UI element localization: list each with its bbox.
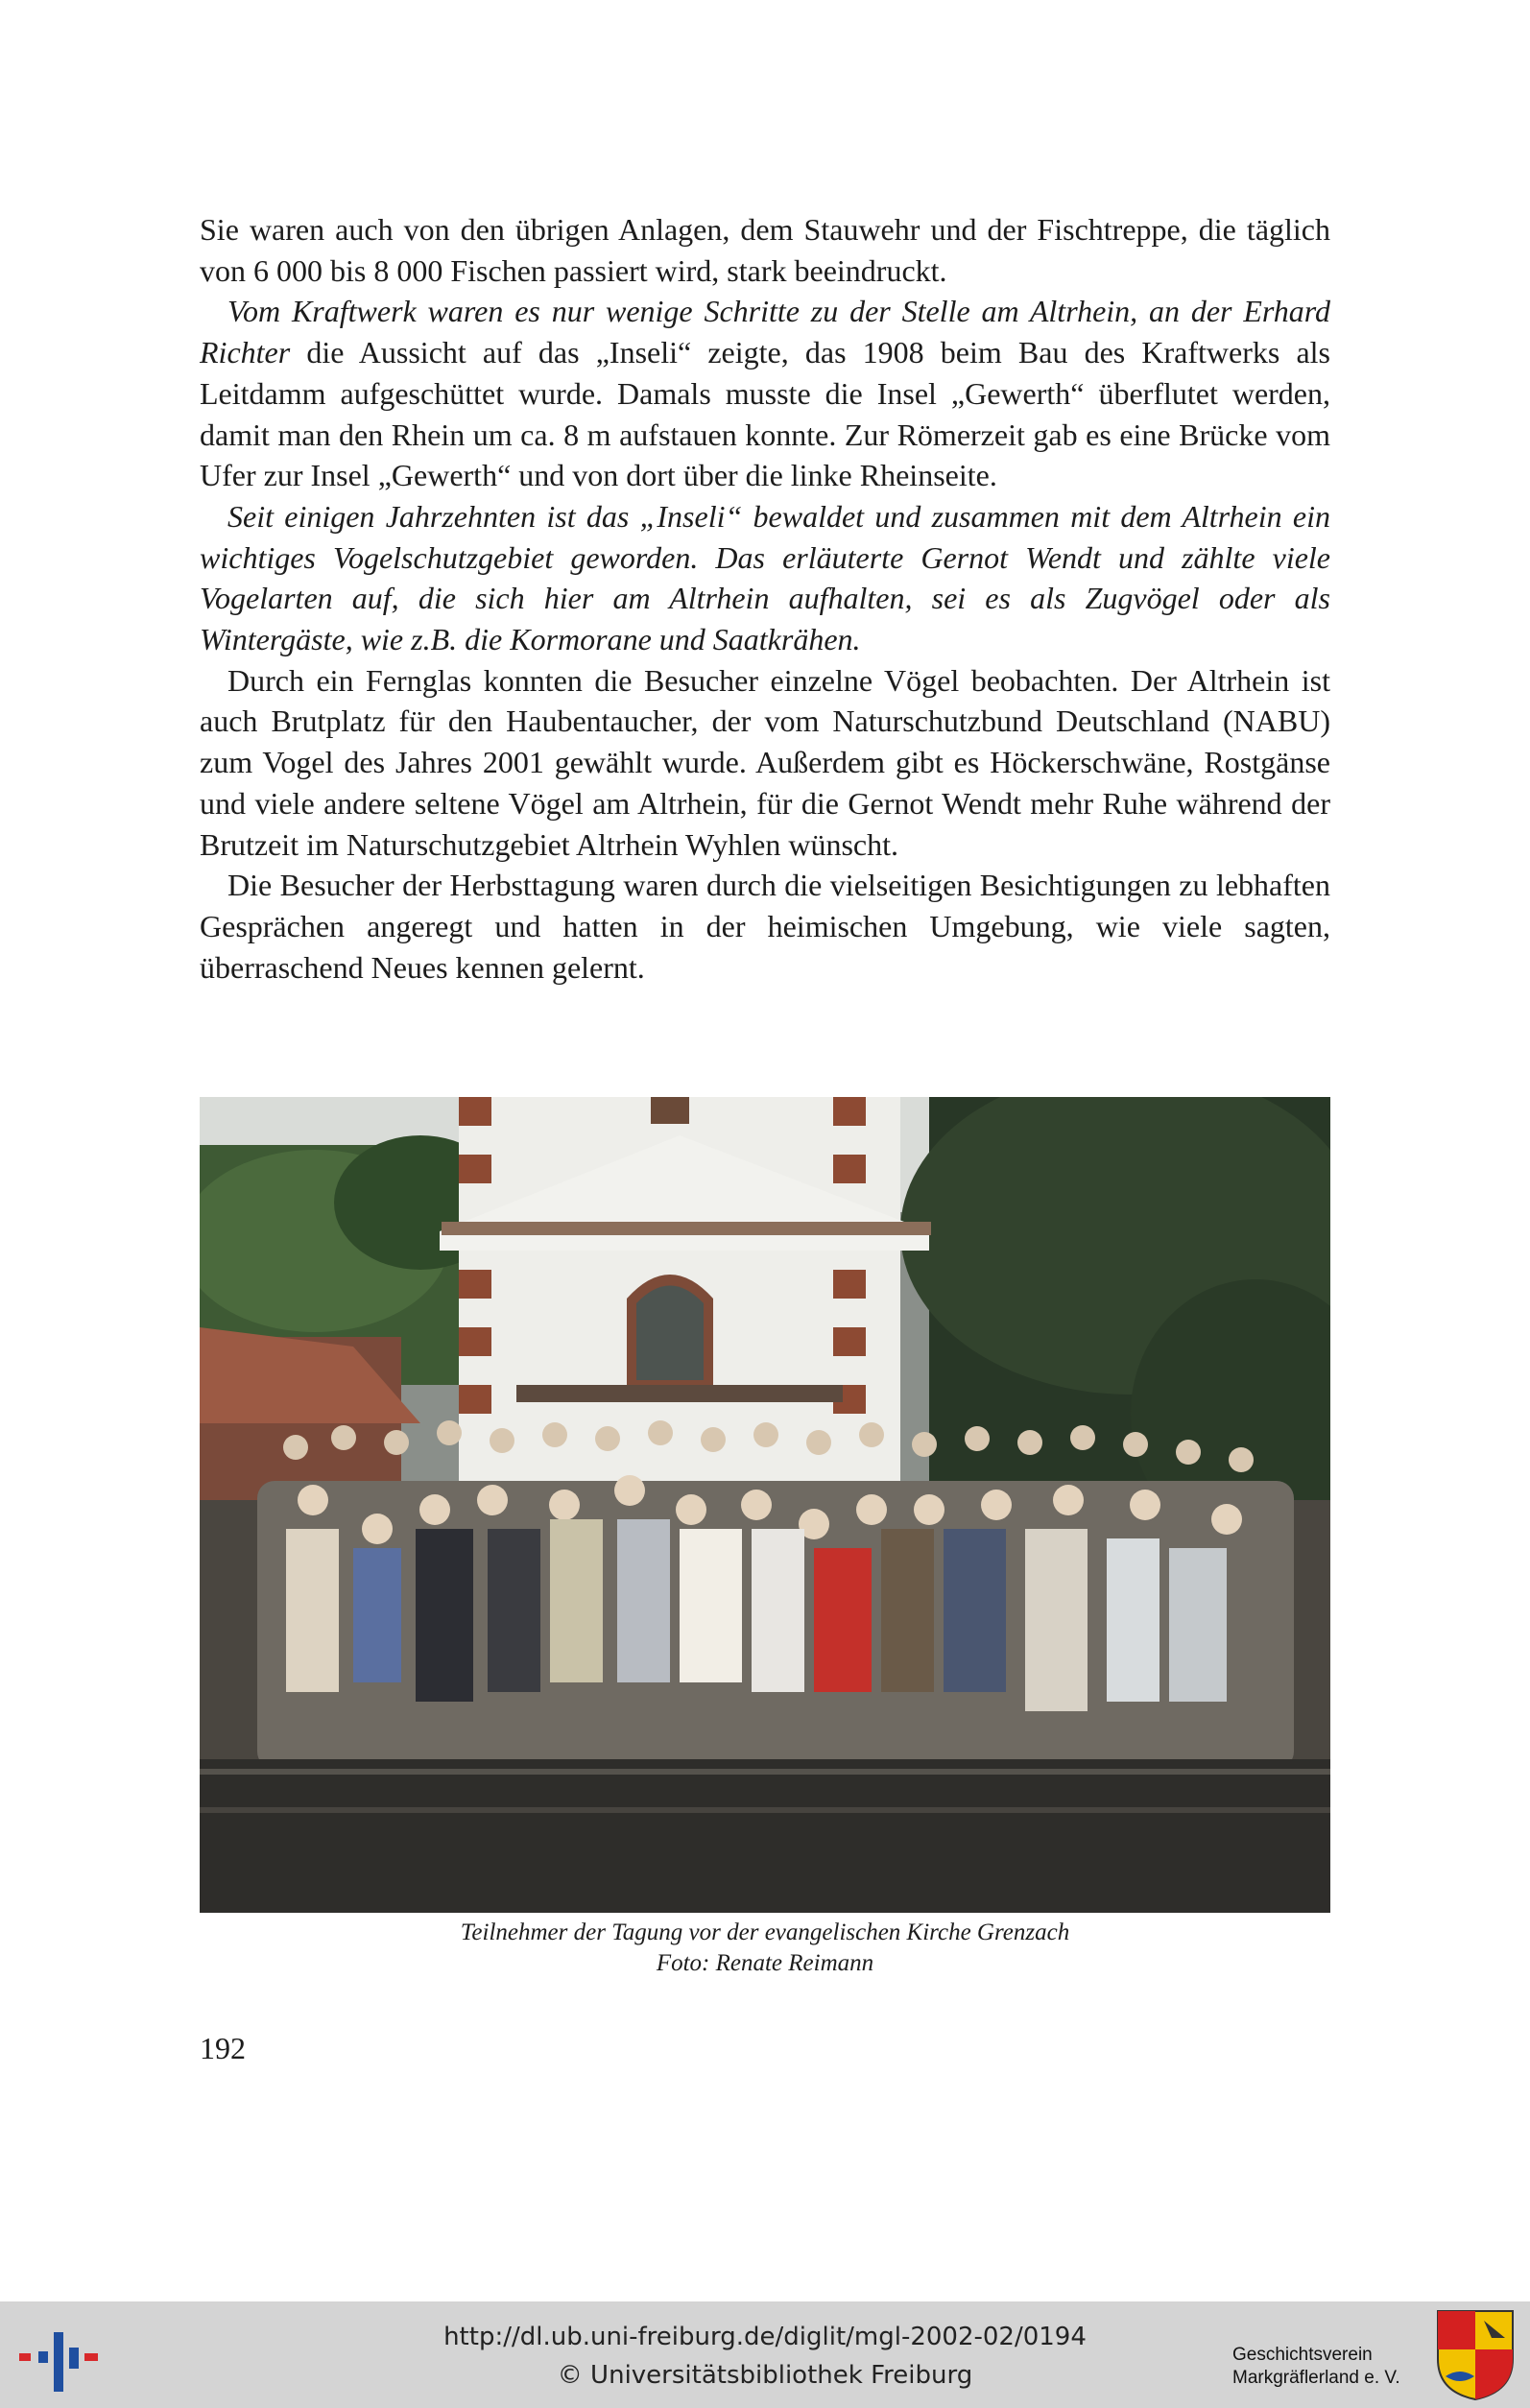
paragraph-5: Die Besucher der Herbsttagung waren durch die vielseitigen Besichtigungen zu lebhaften Gesprächen angeregt und hatten in der heimischen Umgebung, wie viele sagten, überraschend Neues kennen gelernt. — [200, 868, 1330, 985]
society-name-line2: Markgräflerland e. V. — [1232, 2368, 1400, 2388]
copyright-notice: © Universitätsbibliothek Freiburg — [557, 2361, 973, 2390]
article-text — [200, 209, 1330, 988]
paragraph-3-italic: Seit einigen Jahrzehnten ist das „Inseli“ bewaldet und zusammen mit dem Altrhein ein wichtiges Vogelschutzgebiet geworden. Das erläuterte Gernot Wendt und zählte viele Vogelarten auf, die sich hier am Altrhein aufhalten, sei es als Zugvögel oder als Wintergäste, wie z.B. die Kormorane und Saatkrähen. — [200, 498, 1330, 657]
group-photo-illustration — [200, 1097, 1330, 1913]
society-crest-icon — [1436, 2309, 1515, 2401]
footer-bar — [0, 2301, 1530, 2408]
paragraph-2-rest: die Aussicht auf das „Inseli“ zeigte, das 1908 beim Bau des Kraftwerks als Leitdamm aufgeschüttet wurde. Damals musste die Insel „Gewerth“ überflutet werden, damit man den Rhein um ca. 8 m aufstauen konnte. Zur Römerzeit gab es eine Brücke vom Ufer zur Insel „Gewerth“ und von dort über die linke Rheinseite. — [200, 335, 1330, 493]
page-number: 192 — [200, 2031, 246, 2065]
group-photo — [200, 1097, 1330, 1913]
paragraph-3 — [200, 496, 1330, 660]
paragraph-4: Durch ein Fernglas konnten die Besucher einzelne Vögel beobachten. Der Altrhein ist auch Brutplatz für den Haubentaucher, der vom Naturschutzbund Deutschland (NABU) zum Vogel des Jahres 2001 gewählt wurde. Außerdem gibt es Höckerschwäne, Rostgänse und viele andere seltene Vögel am Altrhein, für die Gernot Wendt mehr Ruhe während der Brutzeit im Naturschutzgebiet Altrhein Wyhlen wünscht. — [200, 662, 1330, 862]
paragraph-2 — [200, 291, 1330, 496]
document-url-link[interactable]: http://dl.ub.uni-freiburg.de/diglit/mgl-2002-02/0194 — [443, 2323, 1087, 2351]
society-name — [1232, 2344, 1434, 2390]
society-name-line1: Geschichtsverein — [1232, 2345, 1373, 2365]
paragraph-1: Sie waren auch von den übrigen Anlagen, dem Stauwehr und der Fischtreppe, die täglich von 6 000 bis 8 000 Fischen passiert wird, stark beeindruckt. — [200, 212, 1330, 288]
paragraph-2-italic: Vom Kraftwerk waren es nur wenige Schritte zu der Stelle am Altrhein, an der Erhard Richter — [200, 294, 1330, 370]
caption-credit: Foto: Renate Reimann — [656, 1950, 874, 1976]
figure-caption — [200, 1918, 1330, 1979]
caption-title: Teilnehmer der Tagung vor der evangelischen Kirche Grenzach — [460, 1919, 1070, 1945]
